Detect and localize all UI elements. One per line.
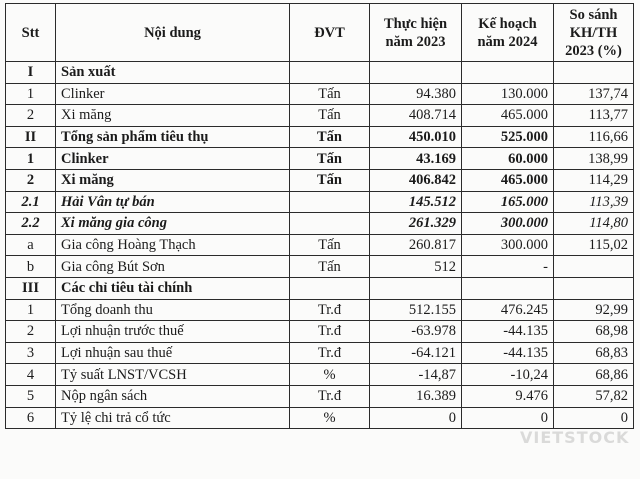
cell-noi-dung: Tổng doanh thu: [56, 299, 290, 321]
cell-ke-hoach: -: [462, 256, 554, 278]
cell-stt: 6: [6, 407, 56, 429]
cell-noi-dung: Gia công Hoàng Thạch: [56, 234, 290, 256]
cell-ke-hoach: 465.000: [462, 169, 554, 191]
table-row: [6, 105, 634, 127]
cell-ke-hoach: 60.000: [462, 148, 554, 170]
cell-thuc-hien: -64.121: [370, 342, 462, 364]
cell-so-sanh: 138,99: [554, 148, 634, 170]
cell-noi-dung: Xi măng: [56, 105, 290, 127]
table-row: [6, 299, 634, 321]
cell-ke-hoach: -44.135: [462, 342, 554, 364]
cell-ke-hoach: [462, 62, 554, 84]
cell-dvt: Tấn: [290, 169, 370, 191]
cell-noi-dung: Lợi nhuận sau thuế: [56, 342, 290, 364]
table-row: [6, 148, 634, 170]
cell-thuc-hien: 145.512: [370, 191, 462, 213]
cell-dvt: Tr.đ: [290, 342, 370, 364]
cell-stt: b: [6, 256, 56, 278]
cell-so-sanh: [554, 277, 634, 299]
cell-so-sanh: 137,74: [554, 83, 634, 105]
cell-thuc-hien: 43.169: [370, 148, 462, 170]
cell-so-sanh: 68,98: [554, 321, 634, 343]
cell-noi-dung: Nộp ngân sách: [56, 385, 290, 407]
cell-so-sanh: 116,66: [554, 126, 634, 148]
table-row: [6, 256, 634, 278]
table-row: [6, 364, 634, 386]
table-row: [6, 126, 634, 148]
cell-dvt: [290, 277, 370, 299]
cell-stt: 2.1: [6, 191, 56, 213]
cell-thuc-hien: 261.329: [370, 213, 462, 235]
cell-dvt: Tấn: [290, 83, 370, 105]
header-stt: Stt: [6, 4, 56, 62]
cell-dvt: Tấn: [290, 234, 370, 256]
cell-dvt: Tr.đ: [290, 321, 370, 343]
cell-so-sanh: 68,86: [554, 364, 634, 386]
table-row: [6, 321, 634, 343]
cell-ke-hoach: 9.476: [462, 385, 554, 407]
cell-stt: 3: [6, 342, 56, 364]
cell-ke-hoach: -44.135: [462, 321, 554, 343]
cell-ke-hoach: 130.000: [462, 83, 554, 105]
cell-dvt: Tr.đ: [290, 299, 370, 321]
cell-ke-hoach: 525.000: [462, 126, 554, 148]
cell-noi-dung: Gia công Bút Sơn: [56, 256, 290, 278]
cell-stt: 2: [6, 169, 56, 191]
table-row: [6, 213, 634, 235]
cell-noi-dung: Tổng sản phẩm tiêu thụ: [56, 126, 290, 148]
cell-ke-hoach: 0: [462, 407, 554, 429]
table-row: [6, 234, 634, 256]
header-noi-dung: Nội dung: [56, 4, 290, 62]
cell-noi-dung: Sản xuất: [56, 62, 290, 84]
cell-so-sanh: [554, 62, 634, 84]
cell-so-sanh: 114,29: [554, 169, 634, 191]
cell-stt: 2.2: [6, 213, 56, 235]
cell-dvt: Tấn: [290, 126, 370, 148]
table-row: [6, 62, 634, 84]
table-row: [6, 169, 634, 191]
cell-thuc-hien: 408.714: [370, 105, 462, 127]
cell-thuc-hien: 16.389: [370, 385, 462, 407]
cell-stt: 4: [6, 364, 56, 386]
cell-noi-dung: Tỷ lệ chi trả cổ tức: [56, 407, 290, 429]
cell-stt: 2: [6, 321, 56, 343]
cell-ke-hoach: 300.000: [462, 213, 554, 235]
cell-so-sanh: 57,82: [554, 385, 634, 407]
watermark: VIETSTOCK: [520, 428, 630, 447]
cell-thuc-hien: [370, 62, 462, 84]
cell-dvt: [290, 62, 370, 84]
cell-so-sanh: 0: [554, 407, 634, 429]
cell-so-sanh: 115,02: [554, 234, 634, 256]
cell-stt: 1: [6, 83, 56, 105]
table-body: [6, 62, 634, 429]
cell-so-sanh: 68,83: [554, 342, 634, 364]
cell-so-sanh: [554, 256, 634, 278]
cell-dvt: [290, 213, 370, 235]
plan-table: [5, 3, 634, 429]
table-row: [6, 385, 634, 407]
cell-thuc-hien: 260.817: [370, 234, 462, 256]
table-row: [6, 277, 634, 299]
cell-so-sanh: 113,77: [554, 105, 634, 127]
table-row: [6, 342, 634, 364]
cell-thuc-hien: [370, 277, 462, 299]
cell-thuc-hien: -63.978: [370, 321, 462, 343]
cell-noi-dung: Tỷ suất LNST/VCSH: [56, 364, 290, 386]
cell-thuc-hien: 450.010: [370, 126, 462, 148]
cell-so-sanh: 113,39: [554, 191, 634, 213]
cell-thuc-hien: 0: [370, 407, 462, 429]
cell-dvt: %: [290, 407, 370, 429]
cell-ke-hoach: 465.000: [462, 105, 554, 127]
table-row: [6, 83, 634, 105]
cell-ke-hoach: 165.000: [462, 191, 554, 213]
table-header-row: [6, 4, 634, 62]
cell-stt: 1: [6, 148, 56, 170]
cell-noi-dung: Clinker: [56, 148, 290, 170]
header-so-sanh: So sánh KH/TH 2023 (%): [554, 4, 634, 62]
cell-dvt: %: [290, 364, 370, 386]
table-row: [6, 191, 634, 213]
header-dvt: ĐVT: [290, 4, 370, 62]
cell-thuc-hien: 512.155: [370, 299, 462, 321]
cell-stt: 2: [6, 105, 56, 127]
cell-stt: 5: [6, 385, 56, 407]
header-ke-hoach: Kế hoạch năm 2024: [462, 4, 554, 62]
cell-thuc-hien: 94.380: [370, 83, 462, 105]
cell-ke-hoach: [462, 277, 554, 299]
table-row: [6, 407, 634, 429]
cell-noi-dung: Clinker: [56, 83, 290, 105]
header-thuc-hien: Thực hiện năm 2023: [370, 4, 462, 62]
cell-noi-dung: Các chỉ tiêu tài chính: [56, 277, 290, 299]
cell-stt: II: [6, 126, 56, 148]
cell-dvt: [290, 191, 370, 213]
cell-noi-dung: Lợi nhuận trước thuế: [56, 321, 290, 343]
cell-dvt: Tr.đ: [290, 385, 370, 407]
cell-dvt: Tấn: [290, 148, 370, 170]
cell-dvt: Tấn: [290, 256, 370, 278]
cell-noi-dung: Hải Vân tự bán: [56, 191, 290, 213]
cell-noi-dung: Xi măng gia công: [56, 213, 290, 235]
cell-so-sanh: 114,80: [554, 213, 634, 235]
cell-so-sanh: 92,99: [554, 299, 634, 321]
cell-stt: a: [6, 234, 56, 256]
cell-ke-hoach: 300.000: [462, 234, 554, 256]
cell-dvt: Tấn: [290, 105, 370, 127]
cell-thuc-hien: -14,87: [370, 364, 462, 386]
cell-ke-hoach: 476.245: [462, 299, 554, 321]
cell-ke-hoach: -10,24: [462, 364, 554, 386]
cell-thuc-hien: 406.842: [370, 169, 462, 191]
cell-stt: I: [6, 62, 56, 84]
cell-stt: III: [6, 277, 56, 299]
cell-thuc-hien: 512: [370, 256, 462, 278]
cell-noi-dung: Xi măng: [56, 169, 290, 191]
cell-stt: 1: [6, 299, 56, 321]
